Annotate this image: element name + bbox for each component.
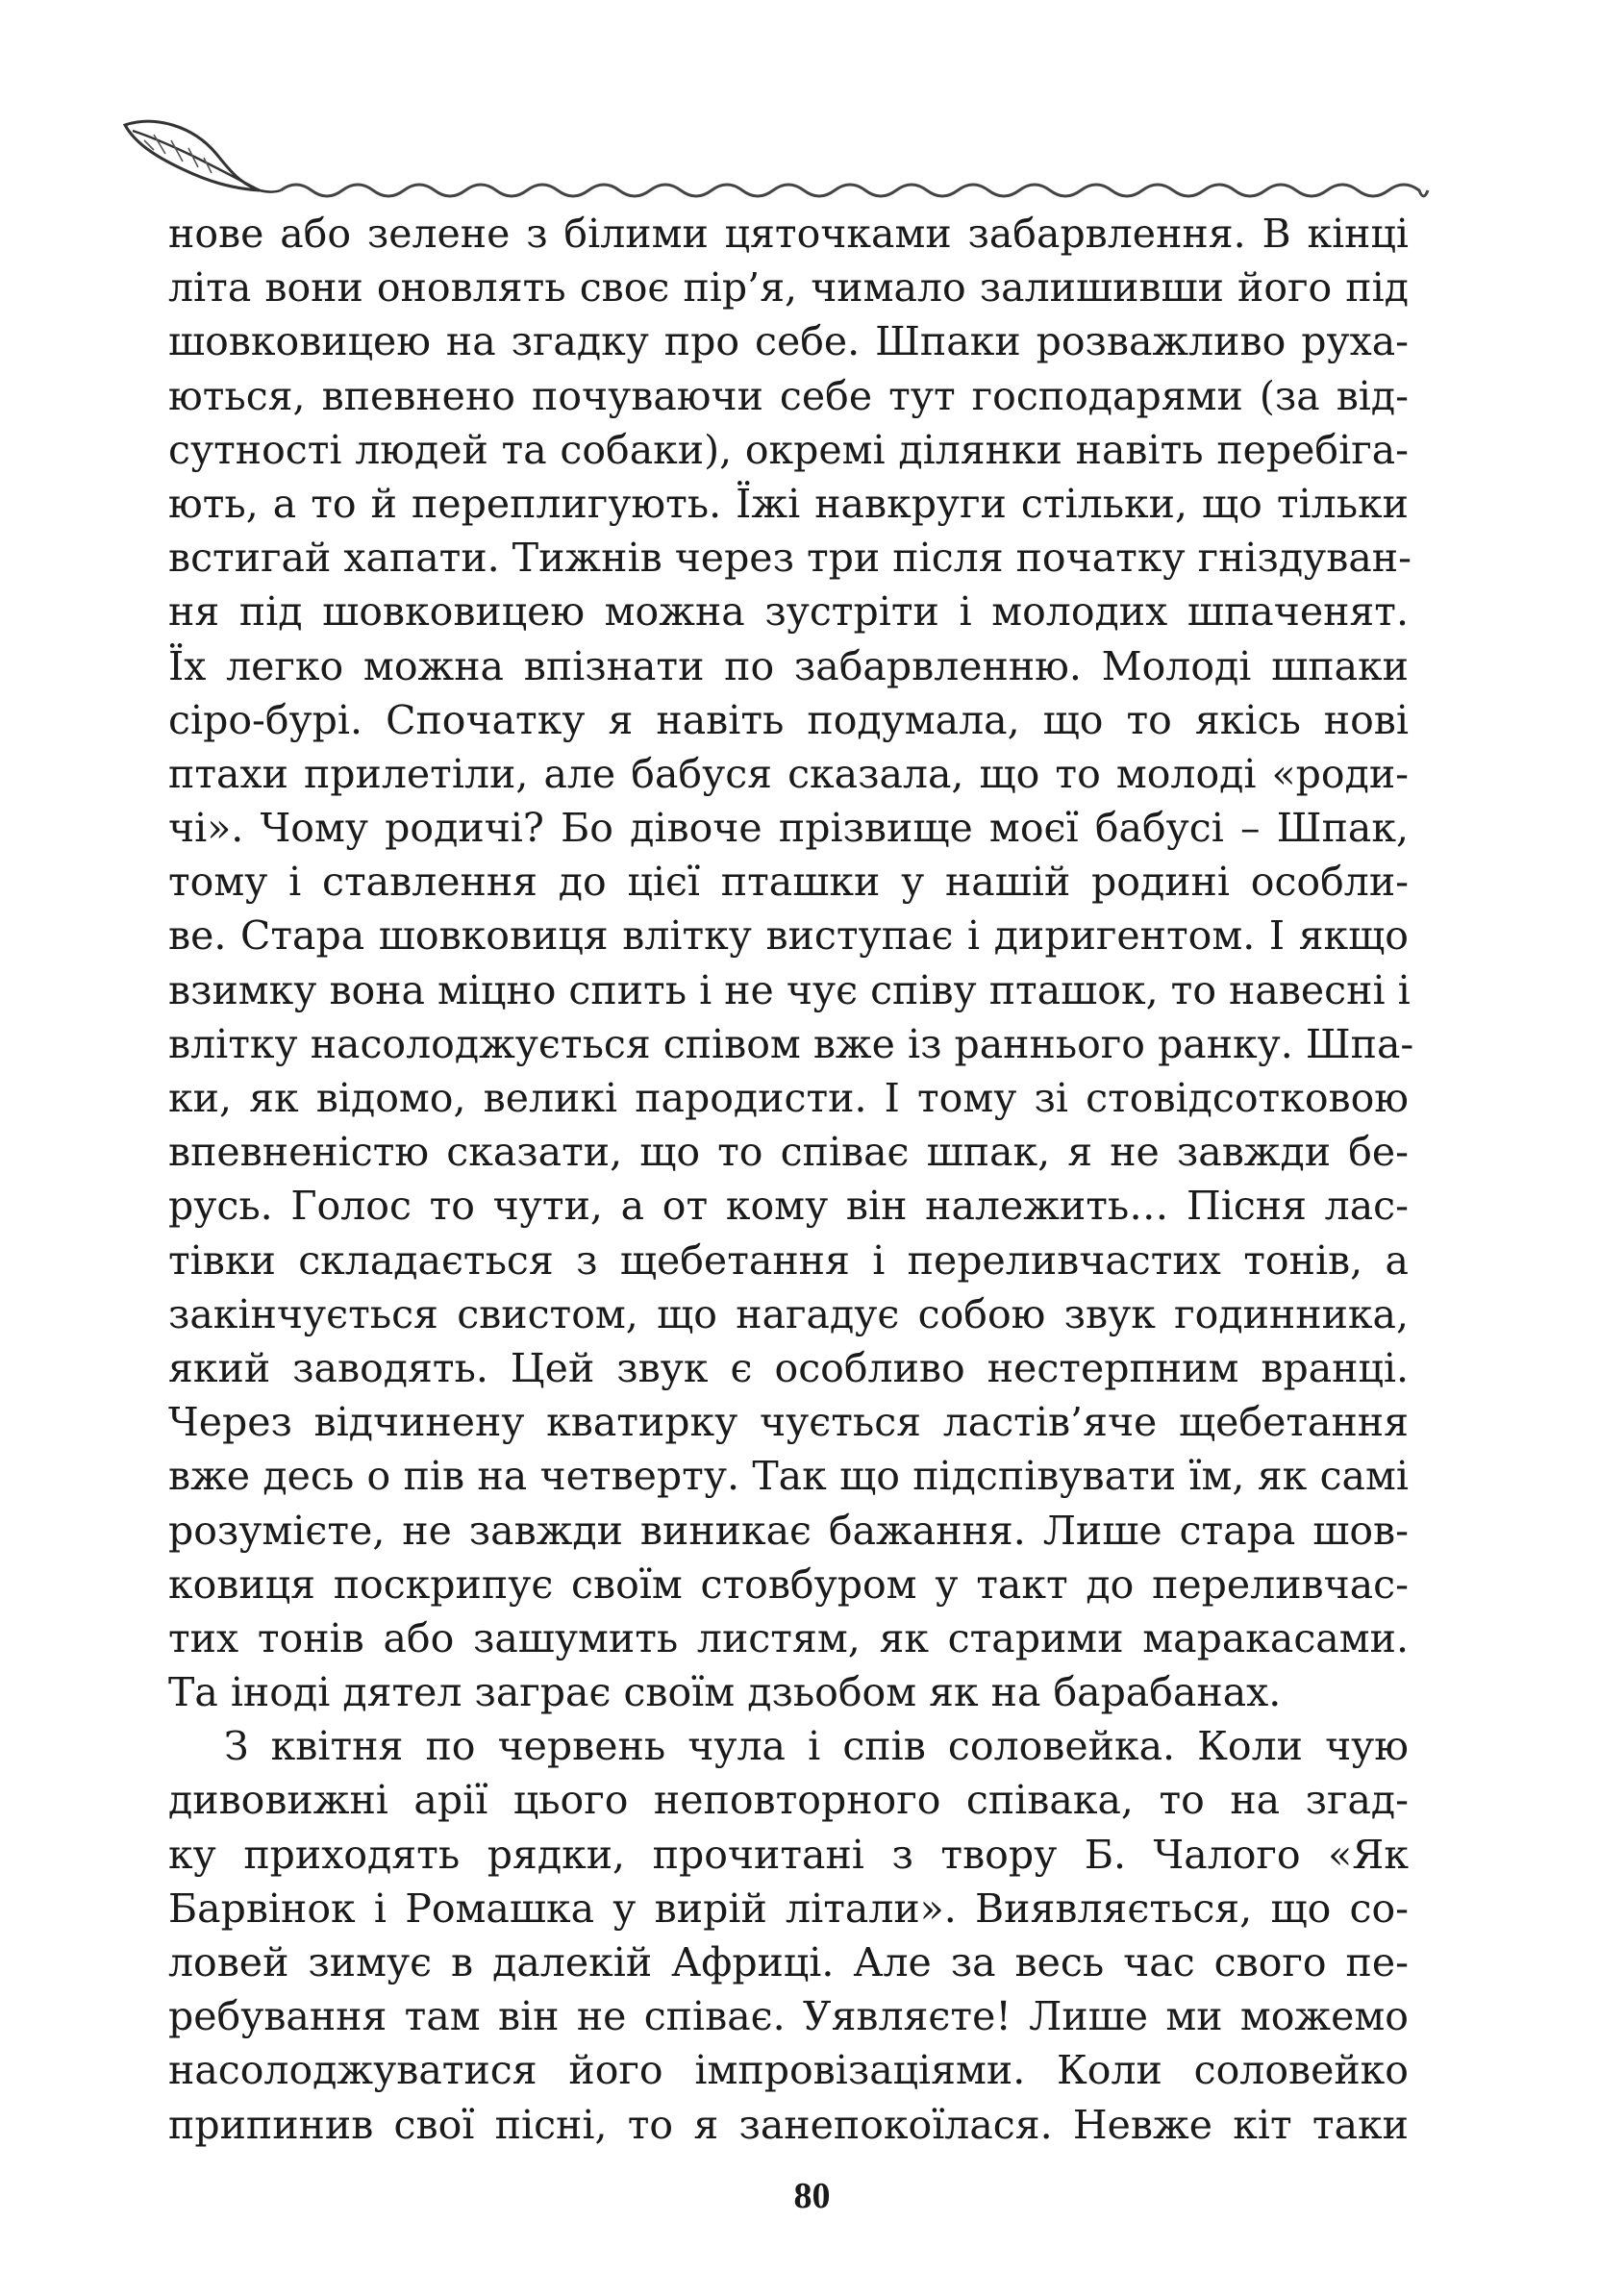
text-line: дивовижні арії цього неповторного співака, то на згад- [168, 1777, 1409, 1824]
text-line: нове або зелене з білими цяточками забарвлення. В кінці [168, 211, 1409, 257]
text-line: припинив свої пісні, то я занепокоїлася. Невже кіт таки [168, 2101, 1409, 2148]
feather-quill-icon [125, 121, 281, 191]
page-number: 80 [793, 2176, 831, 2216]
text-line: ве. Стара шовковиця влітку виступає і диригентом. І якщо [168, 912, 1409, 960]
text-line: ковиця поскрипує своїм стовбуром у такт до переливчас- [168, 1560, 1409, 1608]
text-line: сутності людей та собаки), окремі ділянки навіть перебіга- [168, 426, 1409, 473]
text-line: тих тонів або зашумить листям, як старими маракасами. [168, 1614, 1409, 1661]
text-line: чі». Чому родичі? Бо дівоче прізвище моєї бабусі – Шпак, [168, 805, 1409, 852]
text-line: розумієте, не завжди виникає бажання. Лише стара шов- [168, 1507, 1409, 1554]
header-svg [115, 106, 1433, 202]
text-line: Барвінок і Ромашка у вирій літали». Виявляється, що со- [168, 1885, 1409, 1932]
text-line: тому і ставлення до цієї пташки у нашій родині особли- [168, 859, 1409, 906]
text-line: взимку вона міцно спить і не чує співу пташок, то навесні і [168, 966, 1411, 1013]
text-line: насолоджуватися його імпровізаціями. Коли соловейко [168, 2047, 1409, 2094]
body-text [168, 207, 1414, 2152]
text-line: Через відчинену кватирку чується ластів’яче щебетання [168, 1399, 1409, 1446]
text-line: З квітня по червень чула і спів соловейка. Коли чую [224, 1723, 1409, 1770]
text-line: ки, як відомо, великі пародисти. І тому зі стовідсотковою [168, 1075, 1409, 1121]
text-line: Їх легко можна впізнати по забарвленню. Молоді шпаки [168, 642, 1409, 689]
text-line: ють, а то й переплигують. Їжі навкруги стільки, що тільки [168, 480, 1409, 527]
text-line: сіро-бурі. Спочатку я навіть подумала, що то якісь нові [168, 696, 1409, 743]
text-line: ловей зимує в далекій Африці. Але за весь час свого пе- [168, 1939, 1409, 1985]
text-line: який заводять. Цей звук є особливо нестерпним вранці. [168, 1344, 1409, 1391]
text-line: птахи прилетіли, але бабуся сказала, що то молоді «роди- [168, 750, 1409, 797]
text-line: влітку насолоджується співом вже із раннього ранку. Шпа- [168, 1020, 1414, 1067]
text-line: Та іноді дятел заграє своїм дзьобом як на барабанах. [168, 1669, 1282, 1716]
text-line: ються, впевнено почуваючи себе тут господарями (за від- [168, 372, 1409, 419]
text-line: встигай хапати. Тижнів через три після початку гніздуван- [168, 535, 1412, 582]
text-line: тівки складається з щебетання і переливчастих тонів, а [168, 1236, 1409, 1284]
text-line: русь. Голос то чути, а от кому він належить… Пісня лас- [168, 1183, 1409, 1230]
text-line: літа вони оновлять своє пір’я, чимало залишивши його під [168, 264, 1409, 312]
text-line: ня під шовковицею можна зустріти і молодих шпаченят. [168, 588, 1409, 636]
text-line: вже десь о пів на четверту. Так що підспівувати їм, як самі [168, 1453, 1409, 1500]
text-line: шовковицею на згадку про себе. Шпаки розважливо руха- [168, 318, 1409, 365]
text-line: закінчується свистом, що нагадує собою звук годинника, [168, 1290, 1409, 1337]
page-header-ornament [115, 106, 1433, 202]
text-line: впевненістю сказати, що то співає шпак, я не завжди бе- [168, 1129, 1409, 1176]
text-line: ребування там він не співає. Уявляєте! Лише ми можемо [168, 1993, 1409, 2040]
wavy-line-icon [281, 185, 1428, 196]
text-line: ку приходять рядки, прочитані з твору Б. Чалого «Як [168, 1831, 1409, 1878]
